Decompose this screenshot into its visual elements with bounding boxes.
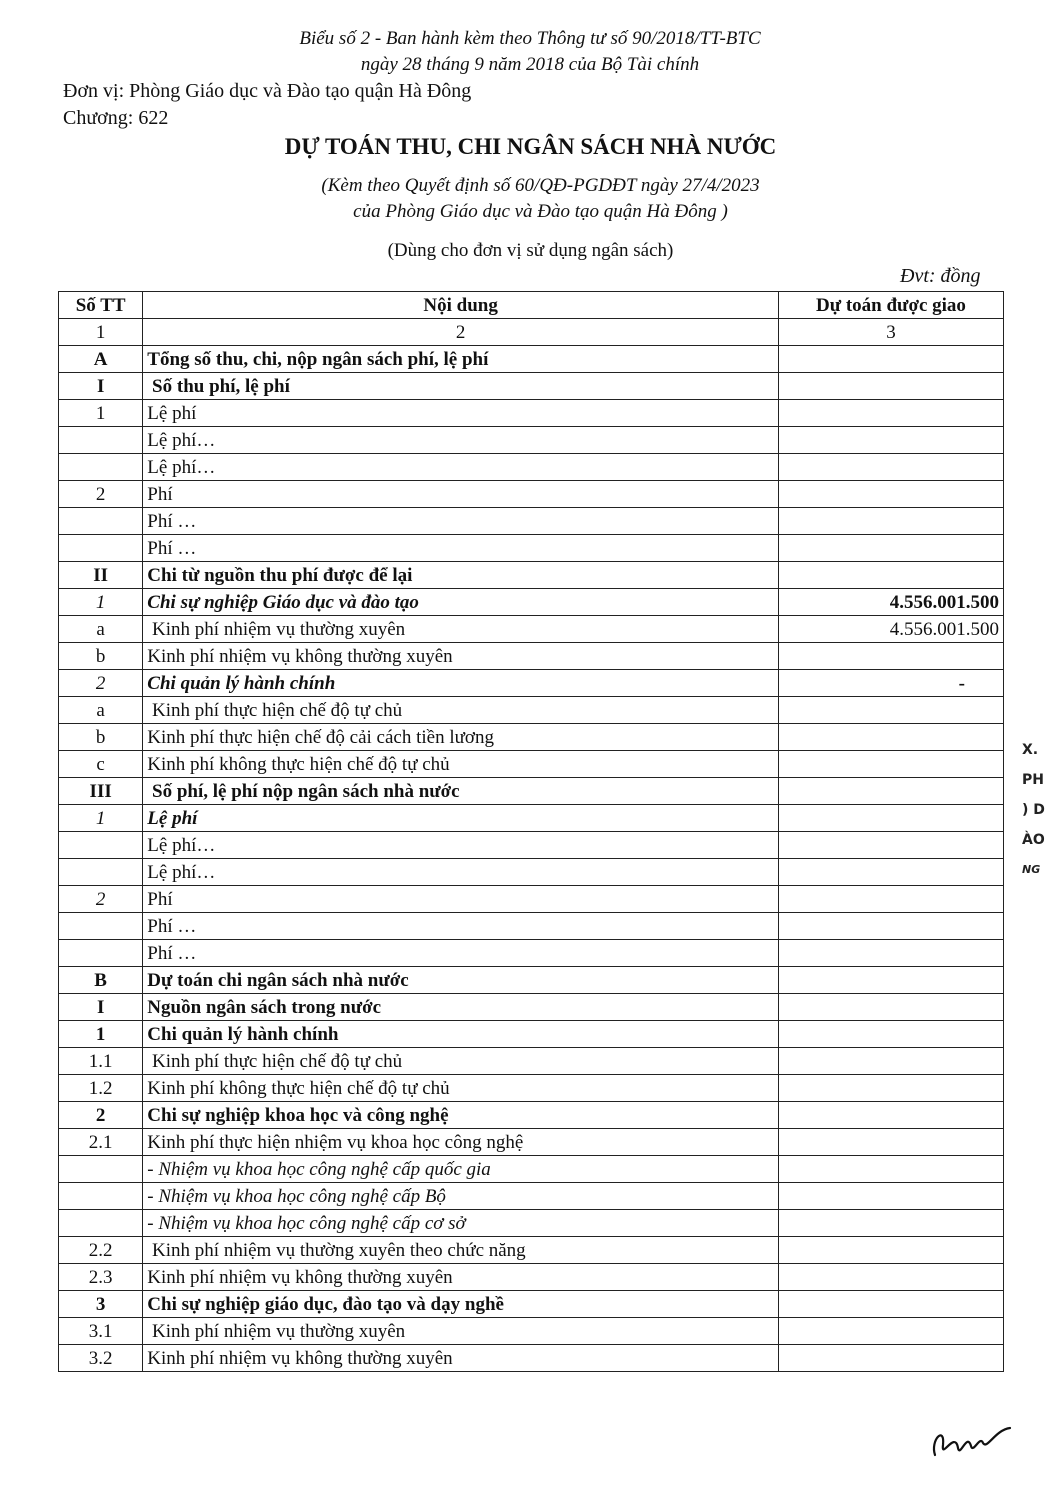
row-number: 2.3 (59, 1264, 143, 1291)
regulation-reference-line2: ngày 28 tháng 9 năm 2018 của Bộ Tài chính (360, 54, 700, 75)
table-row (59, 697, 1004, 724)
unit-name: Đơn vị: Phòng Giáo dục và Đào tạo quận Hà Đông (63, 80, 472, 102)
table-row (59, 589, 1004, 616)
row-value (778, 562, 1003, 589)
row-value (778, 1075, 1003, 1102)
row-content: Kinh phí nhiệm vụ thường xuyên theo chức năng (143, 1237, 779, 1264)
row-number (59, 535, 143, 562)
decision-reference-line2: của Phòng Giáo dục và Đào tạo quận Hà Đông ) (353, 201, 728, 222)
row-value (778, 643, 1003, 670)
row-value (778, 805, 1003, 832)
row-number: 3.1 (59, 1318, 143, 1345)
row-content: - Nhiệm vụ khoa học công nghệ cấp quốc gia (143, 1156, 779, 1183)
row-number: a (59, 697, 143, 724)
table-row (59, 481, 1004, 508)
column-header-no: Số TT (59, 292, 143, 319)
row-content: Kinh phí không thực hiện chế độ tự chủ (143, 1075, 779, 1102)
row-number: 2.1 (59, 1129, 143, 1156)
row-value (778, 1021, 1003, 1048)
row-content: Phí (143, 481, 779, 508)
usage-note: (Dùng cho đơn vị sử dụng ngân sách) (387, 240, 674, 261)
table-row (59, 1129, 1004, 1156)
row-value (778, 454, 1003, 481)
row-content: Chi sự nghiệp giáo dục, đào tạo và dạy nghề (143, 1291, 779, 1318)
row-number (59, 1156, 143, 1183)
column-number-row (59, 319, 1004, 346)
row-number: 1 (59, 400, 143, 427)
row-number: B (59, 967, 143, 994)
column-header-value: Dự toán được giao (778, 292, 1003, 319)
row-number (59, 940, 143, 967)
row-value (778, 751, 1003, 778)
table-row (59, 373, 1004, 400)
row-content: - Nhiệm vụ khoa học công nghệ cấp cơ sở (143, 1210, 779, 1237)
table-row (59, 1075, 1004, 1102)
row-value (778, 697, 1003, 724)
table-row (59, 400, 1004, 427)
row-number: 1.2 (59, 1075, 143, 1102)
row-content: Kinh phí nhiệm vụ không thường xuyên (143, 643, 779, 670)
table-row (59, 1345, 1004, 1372)
stamp-text: NG (1022, 863, 1041, 876)
row-value (778, 886, 1003, 913)
row-value (778, 1156, 1003, 1183)
row-number (59, 454, 143, 481)
table-row (59, 1183, 1004, 1210)
row-number (59, 427, 143, 454)
row-content: Dự toán chi ngân sách nhà nước (143, 967, 779, 994)
regulation-reference-line1: Biểu số 2 - Ban hành kèm theo Thông tư số 90/2018/TT-BTC (299, 28, 761, 49)
decision-reference-line1: (Kèm theo Quyết định số 60/QĐ-PGDĐT ngày 27/4/2023 (321, 175, 760, 196)
currency-unit: Đvt: đồng (900, 265, 981, 287)
row-value (778, 913, 1003, 940)
row-number: 3.2 (59, 1345, 143, 1372)
table-row (59, 1102, 1004, 1129)
row-number (59, 1210, 143, 1237)
row-number (59, 913, 143, 940)
row-value (778, 481, 1003, 508)
row-value (778, 1210, 1003, 1237)
row-content: Kinh phí nhiệm vụ thường xuyên (143, 1318, 779, 1345)
column-header-content: Nội dung (143, 292, 779, 319)
row-number: 3 (59, 1291, 143, 1318)
row-number: I (59, 994, 143, 1021)
document-title: DỰ TOÁN THU, CHI NGÂN SÁCH NHÀ NƯỚC (284, 134, 777, 159)
table-row (59, 1318, 1004, 1345)
table-row (59, 1237, 1004, 1264)
budget-table (58, 291, 1004, 1372)
row-value (778, 1102, 1003, 1129)
row-value (778, 535, 1003, 562)
table-row (59, 940, 1004, 967)
row-value (778, 1345, 1003, 1372)
row-content: - Nhiệm vụ khoa học công nghệ cấp Bộ (143, 1183, 779, 1210)
table-row (59, 1021, 1004, 1048)
table-row (59, 886, 1004, 913)
row-value (778, 1048, 1003, 1075)
table-row (59, 562, 1004, 589)
table-row (59, 832, 1004, 859)
row-content: Lệ phí (143, 805, 779, 832)
table-row (59, 454, 1004, 481)
row-value: 4.556.001.500 (778, 616, 1003, 643)
table-row (59, 427, 1004, 454)
stamp-text: X. (1022, 742, 1039, 758)
row-content: Số thu phí, lệ phí (143, 373, 779, 400)
table-row (59, 913, 1004, 940)
row-content: Kinh phí thực hiện chế độ tự chủ (143, 1048, 779, 1075)
row-value: 4.556.001.500 (778, 589, 1003, 616)
row-content: Kinh phí thực hiện chế độ tự chủ (143, 697, 779, 724)
row-content: Kinh phí nhiệm vụ không thường xuyên (143, 1345, 779, 1372)
row-number: 2 (59, 670, 143, 697)
row-number (59, 1183, 143, 1210)
row-content: Chi quản lý hành chính (143, 1021, 779, 1048)
row-number: 2 (59, 886, 143, 913)
row-number: b (59, 643, 143, 670)
table-row (59, 346, 1004, 373)
row-value (778, 346, 1003, 373)
row-number: a (59, 616, 143, 643)
row-number (59, 508, 143, 535)
row-content: Kinh phí nhiệm vụ thường xuyên (143, 616, 779, 643)
row-content: Kinh phí thực hiện nhiệm vụ khoa học công nghệ (143, 1129, 779, 1156)
table-row (59, 724, 1004, 751)
row-value (778, 1237, 1003, 1264)
row-content: Lệ phí… (143, 454, 779, 481)
table-row (59, 1048, 1004, 1075)
row-content: Lệ phí (143, 400, 779, 427)
row-value (778, 967, 1003, 994)
row-content: Phí … (143, 508, 779, 535)
table-row (59, 670, 1004, 697)
row-value (778, 373, 1003, 400)
row-value (778, 994, 1003, 1021)
row-number: 2 (59, 1102, 143, 1129)
table-row (59, 1210, 1004, 1237)
column-number: 2 (143, 319, 779, 346)
row-content: Chi quản lý hành chính (143, 670, 779, 697)
table-row (59, 1156, 1004, 1183)
row-number: 1 (59, 1021, 143, 1048)
row-value (778, 832, 1003, 859)
row-content: Lệ phí… (143, 859, 779, 886)
row-content: Kinh phí thực hiện chế độ cải cách tiền lương (143, 724, 779, 751)
row-value (778, 940, 1003, 967)
row-value (778, 1291, 1003, 1318)
table-row (59, 508, 1004, 535)
column-number: 3 (778, 319, 1003, 346)
row-content: Phí … (143, 940, 779, 967)
table-row (59, 994, 1004, 1021)
table-row (59, 1291, 1004, 1318)
row-number: I (59, 373, 143, 400)
row-content: Phí … (143, 535, 779, 562)
row-content: Phí … (143, 913, 779, 940)
row-number: II (59, 562, 143, 589)
row-content: Lệ phí… (143, 427, 779, 454)
side-stamp-fragment (1022, 735, 1061, 885)
table-row (59, 1264, 1004, 1291)
row-content: Kinh phí nhiệm vụ không thường xuyên (143, 1264, 779, 1291)
row-value (778, 1264, 1003, 1291)
row-number: 2 (59, 481, 143, 508)
row-content: Số phí, lệ phí nộp ngân sách nhà nước (143, 778, 779, 805)
table-header-row (59, 292, 1004, 319)
row-value (778, 508, 1003, 535)
chapter-code: Chương: 622 (63, 107, 169, 129)
table-row (59, 643, 1004, 670)
row-number: 2.2 (59, 1237, 143, 1264)
row-number: b (59, 724, 143, 751)
table-row (59, 967, 1004, 994)
row-number: 1.1 (59, 1048, 143, 1075)
row-content: Nguồn ngân sách trong nước (143, 994, 779, 1021)
row-number: 1 (59, 805, 143, 832)
row-value (778, 859, 1003, 886)
row-number (59, 832, 143, 859)
row-content: Tổng số thu, chi, nộp ngân sách phí, lệ phí (143, 346, 779, 373)
row-content: Kinh phí không thực hiện chế độ tự chủ (143, 751, 779, 778)
stamp-text: PH (1022, 772, 1044, 788)
row-content: Chi sự nghiệp Giáo dục và đào tạo (143, 589, 779, 616)
row-number: A (59, 346, 143, 373)
row-content: Chi từ nguồn thu phí được để lại (143, 562, 779, 589)
row-content: Chi sự nghiệp khoa học và công nghệ (143, 1102, 779, 1129)
table-row (59, 751, 1004, 778)
row-value: - (778, 670, 1003, 697)
stamp-text: ) D (1022, 802, 1045, 818)
table-row (59, 859, 1004, 886)
row-number (59, 859, 143, 886)
row-number: 1 (59, 589, 143, 616)
stamp-text: ÀO (1022, 832, 1045, 848)
row-number: III (59, 778, 143, 805)
table-row (59, 535, 1004, 562)
row-content: Phí (143, 886, 779, 913)
row-value (778, 1183, 1003, 1210)
row-value (778, 400, 1003, 427)
row-value (778, 1318, 1003, 1345)
row-value (778, 427, 1003, 454)
table-row (59, 778, 1004, 805)
column-number: 1 (59, 319, 143, 346)
row-content: Lệ phí… (143, 832, 779, 859)
signature-mark (925, 1410, 1015, 1470)
table-row (59, 805, 1004, 832)
row-value (778, 778, 1003, 805)
row-value (778, 724, 1003, 751)
row-number: c (59, 751, 143, 778)
row-value (778, 1129, 1003, 1156)
table-row (59, 616, 1004, 643)
